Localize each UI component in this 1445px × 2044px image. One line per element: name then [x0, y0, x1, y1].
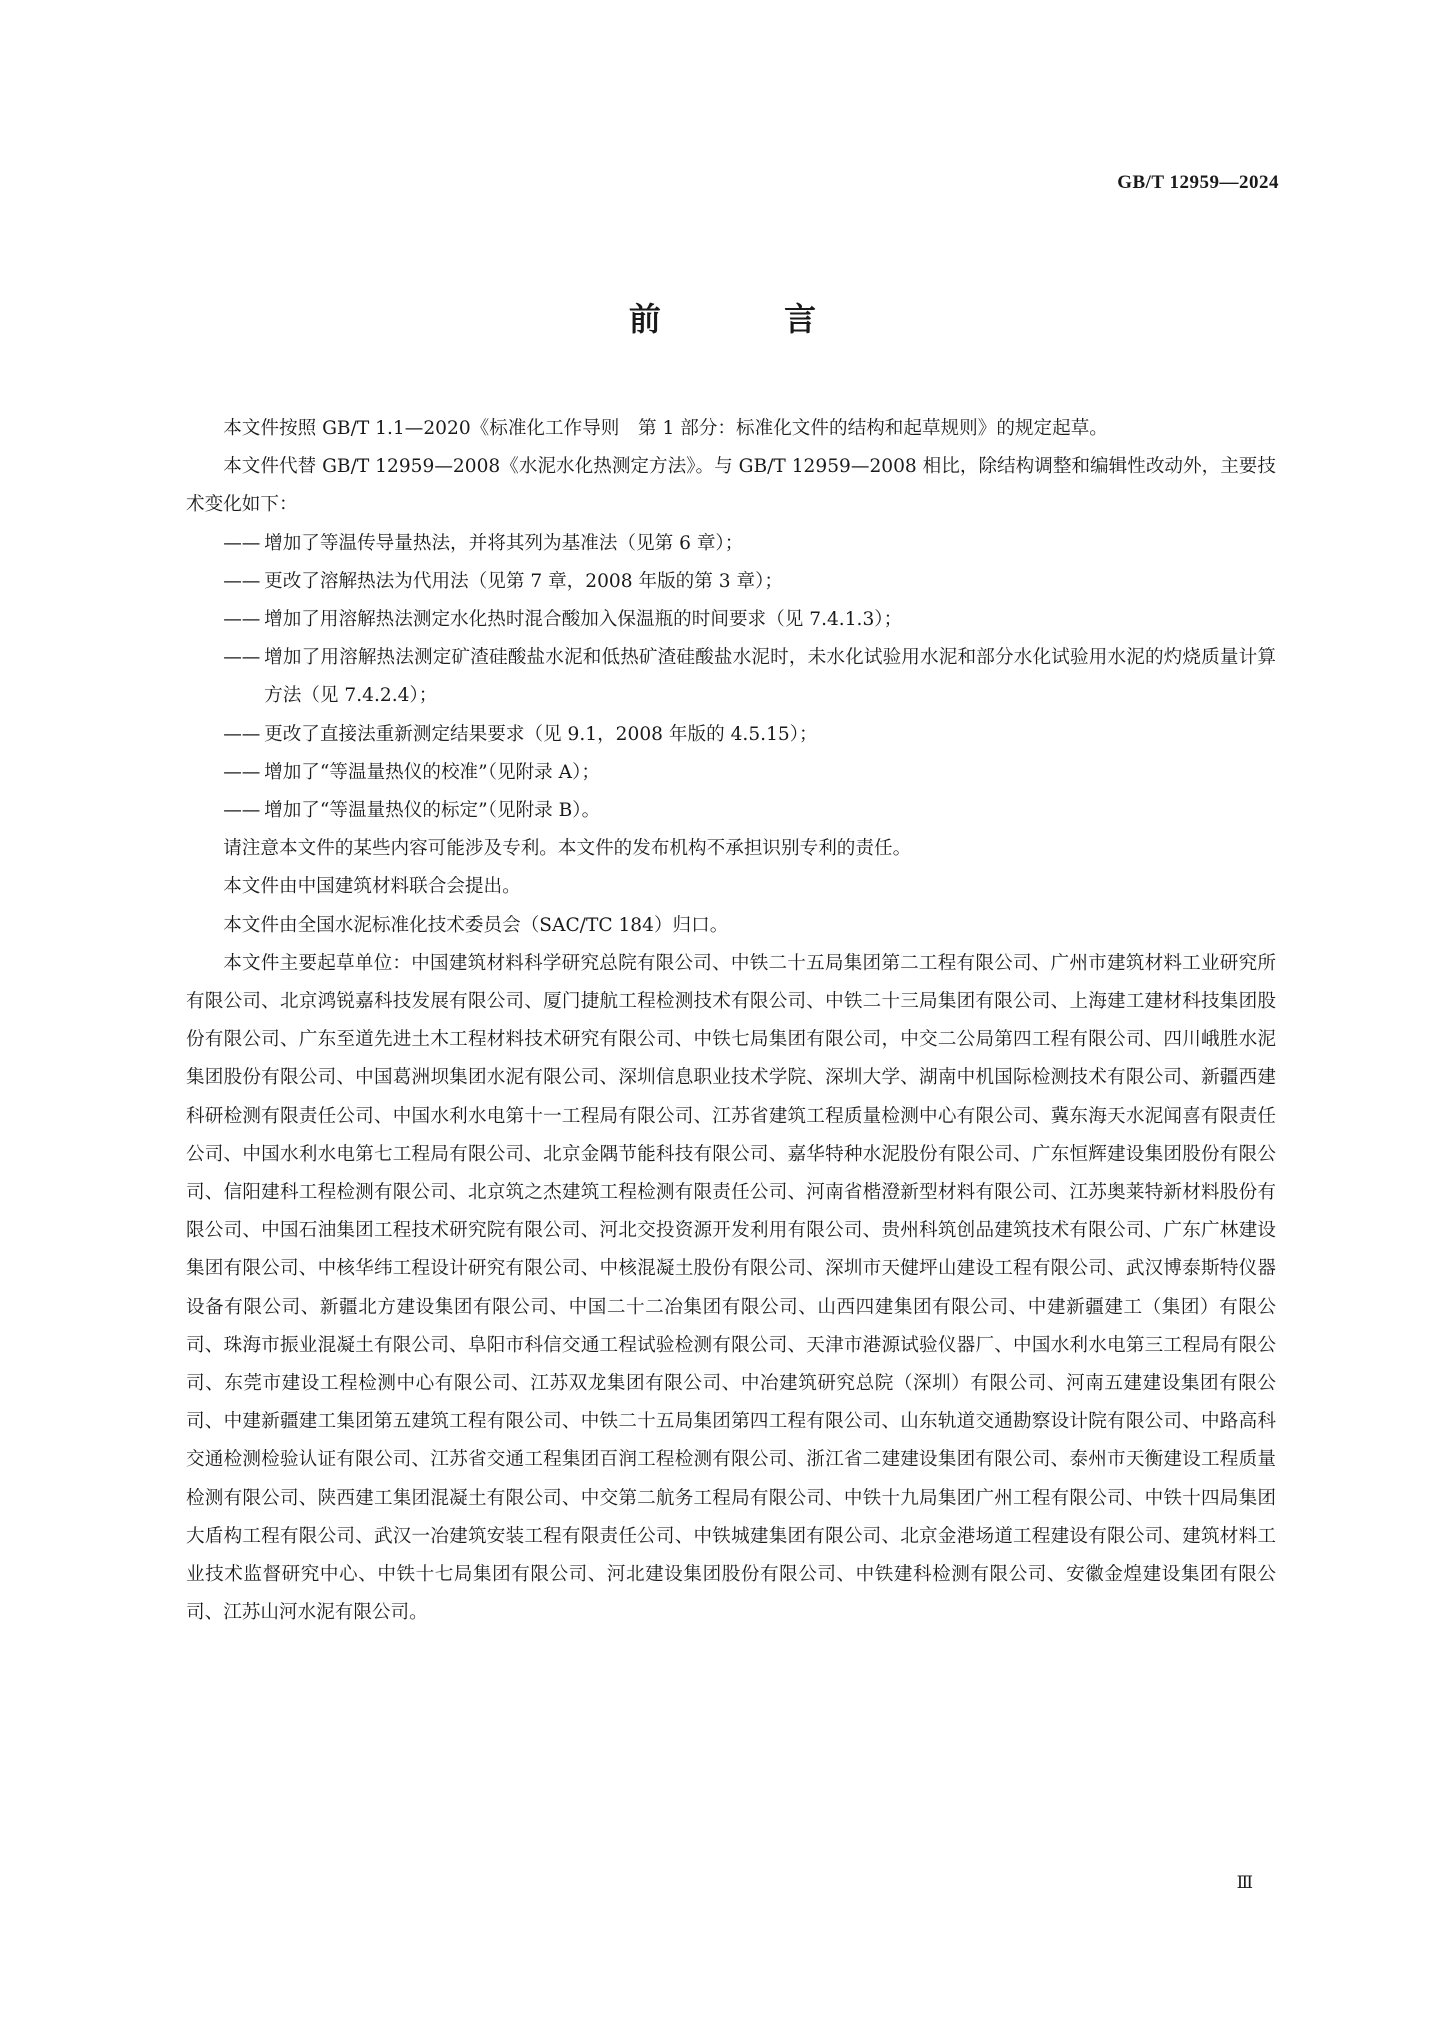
change-item — [186, 563, 1276, 601]
change-item-text: 增加了用溶解热法测定水化热时混合酸加入保温瓶的时间要求（见 7.4.1.3）； — [264, 609, 903, 631]
dash-mark: —— — [223, 647, 261, 669]
dash-mark: —— — [223, 800, 261, 822]
paragraph-proposer: 本文件由中国建筑材料联合会提出。 — [223, 876, 521, 898]
change-item-text: 更改了直接法重新测定结果要求（见 9.1，2008 年版的 4.5.15）； — [264, 723, 818, 745]
change-item — [186, 716, 1276, 754]
dash-mark: —— — [223, 532, 261, 554]
change-item — [186, 601, 1276, 639]
page-number: Ⅲ — [1236, 1873, 1253, 1893]
paragraph-patent-notice: 请注意本文件的某些内容可能涉及专利。本文件的发布机构不承担识别专利的责任。 — [223, 838, 912, 860]
change-item-text: 增加了用溶解热法测定矿渣硅酸盐水泥和低热矿渣硅酸盐水泥时，未水化试验用水泥和部分水化试验用水泥的灼烧质量计算方法（见 7.4.2.4）； — [264, 647, 1276, 707]
paragraph-drafting-rules: 本文件按照 GB/T 1.1—2020《标准化工作导则 第 1 部分：标准化文件的结构和起草规则》的规定起草。 — [223, 418, 1108, 439]
dash-mark: —— — [223, 761, 261, 783]
change-item — [186, 525, 1276, 563]
page-title: 前 言 — [628, 300, 873, 338]
dash-mark: —— — [223, 723, 261, 745]
change-item-text: 增加了“等温量热仪的标定”（见附录 B）。 — [264, 800, 601, 822]
change-item-text: 增加了等温传导量热法，并将其列为基准法（见第 6 章）； — [264, 532, 744, 554]
change-item-text: 增加了“等温量热仪的校准”（见附录 A）； — [264, 761, 600, 783]
paragraph-technical-committee: 本文件由全国水泥标准化技术委员会（SAC/TC 184）归口。 — [223, 914, 729, 936]
change-item-text: 更改了溶解热法为代用法（见第 7 章，2008 年版的第 3 章）； — [264, 570, 783, 592]
paragraph-drafting-units: 本文件主要起草单位：中国建筑材料科学研究总院有限公司、中铁二十五局集团第二工程有限公司、广州市建筑材料工业研究所有限公司、北京鸿锐嘉科技发展有限公司、厦门捷航工程检测技术有限公司、中铁二十三局集团有限公司、上海建工建材科技集团股份有限公司、广东至道先进土木工程材料技术研究有限公司、中铁七局集团有限公司，中交二公局第四工程有限公司、四川峨胜水泥集团股份有限公司、中国葛洲坝集团水泥有限公司、深圳信息职业技术学院、深圳大学、湖南中机国际检测技术有限公司、新疆西建科研检测有限责任公司、中国水利水电第十一工程局有限公司、江苏省建筑工程质量检测中心有限公司、冀东海天水泥闻喜有限责任公司、中国水利水电第七工程局有限公司、北京金隅节能科技有限公司、嘉华特种水泥股份有限公司、广东恒辉建设集团股份有限公司、信阳建科工程检测有限公司、北京筑之杰建筑工程检测有限责任公司、河南省楷澄新型材料有限公司、江苏奥莱特新材料股份有限公司、中国石油集团工程技术研究院有限公司、河北交投资源开发利用有限公司、贵州科筑创品建筑技术有限公司、广东广林建设集团有限公司、中核华纬工程设计研究有限公司、中核混凝土股份有限公司、深圳市天健坪山建设工程有限公司、武汉博泰斯特仪器设备有限公司、新疆北方建设集团有限公司、中国二十二冶集团有限公司、山西四建集团有限公司、中建新疆建工（集团）有限公司、珠海市振业混凝土有限公司、阜阳市科信交通工程试验检测有限公司、天津市港源试验仪器厂、中国水利水电第三工程局有限公司、东莞市建设工程检测中心有限公司、江苏双龙集团有限公司、中冶建筑研究总院（深圳）有限公司、河南五建建设集团有限公司、中建新疆建工集团第五建筑工程有限公司、中铁二十五局集团第四工程有限公司、山东轨道交通勘察设计院有限公司、中路高科交通检测检验认证有限公司、江苏省交通工程集团百润工程检测有限公司、浙江省二建建设集团有限公司、泰州市天衡建设工程质量检测有限公司、陕西建工集团混凝土有限公司、中交第二航务工程局有限公司、中铁十九局集团广州工程有限公司、中铁十四局集团大盾构工程有限公司、武汉一冶建筑安装工程有限责任公司、中铁城建集团有限公司、北京金港场道工程建设有限公司、建筑材料工业技术监督研究中心、中铁十七局集团有限公司、河北建设集团股份有限公司、中铁建科检测有限公司、安徽金煌建设集团有限公司、江苏山河水泥有限公司。 — [186, 952, 1276, 1624]
dash-mark: —— — [223, 609, 261, 631]
change-item — [186, 792, 1276, 830]
standard-code: GB/T 12959—2024 — [1117, 172, 1279, 193]
dash-mark: —— — [223, 570, 261, 592]
document-body — [186, 410, 1276, 1633]
change-item — [186, 639, 1276, 715]
paragraph-replacement: 本文件代替 GB/T 12959—2008《水泥水化热测定方法》。与 GB/T 12959—2008 相比，除结构调整和编辑性改动外，主要技术变化如下： — [186, 456, 1276, 516]
change-item — [186, 754, 1276, 792]
